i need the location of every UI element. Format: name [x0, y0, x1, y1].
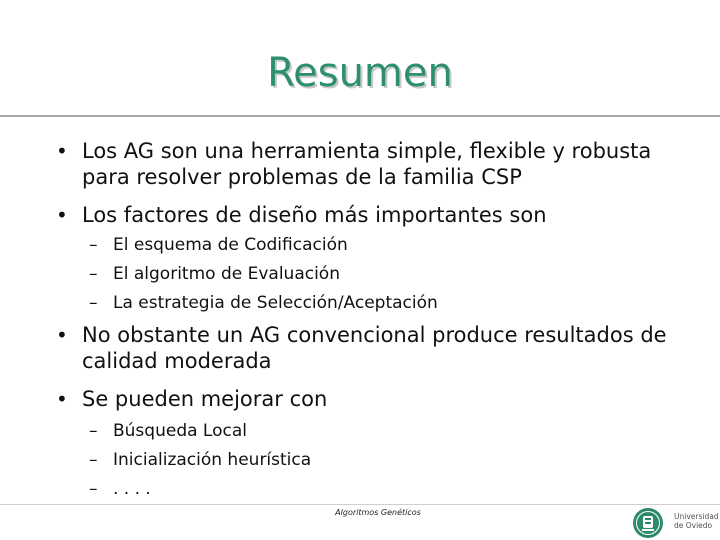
bullet-icon: •: [56, 203, 68, 227]
dash-icon: –: [89, 421, 98, 441]
bullet-text: Los factores de diseño más importantes son: [82, 203, 547, 227]
subbullet-item: [89, 420, 693, 442]
dash-icon: –: [89, 264, 98, 284]
subbullet-text: Inicialización heurística: [113, 450, 312, 470]
footer-text: Algoritmos Genéticos: [335, 508, 421, 517]
bullet-text: Se pueden mejorar con: [82, 387, 328, 411]
subbullet-item: [89, 292, 693, 314]
dash-icon: –: [89, 450, 98, 470]
university-seal-icon: [632, 507, 664, 539]
bullet-item: [56, 386, 702, 412]
bullet-item: [56, 322, 702, 374]
subbullet-item: [89, 263, 693, 285]
bullet-icon: •: [56, 387, 68, 411]
subbullet-text: El algoritmo de Evaluación: [113, 264, 340, 284]
dash-icon: –: [89, 293, 98, 313]
subbullet-item: [89, 234, 693, 256]
bullet-icon: •: [56, 139, 68, 163]
slide-title: Resumen: [267, 50, 453, 96]
logo-line: Universidad: [674, 512, 719, 521]
subbullet-text: El esquema de Codificación: [113, 235, 348, 255]
footer-divider: [0, 504, 720, 505]
bullet-item: [56, 138, 702, 190]
dash-icon: –: [89, 479, 98, 499]
subbullet-text: La estrategia de Selección/Aceptación: [113, 293, 438, 313]
bullet-icon: •: [56, 323, 68, 347]
bullet-text: Los AG son una herramienta simple, flexible y robusta para resolver problemas de la familia CSP: [82, 139, 652, 189]
bullet-item: [56, 202, 702, 228]
title-divider: [0, 115, 720, 117]
logo-line: de Oviedo: [674, 521, 713, 530]
dash-icon: –: [89, 235, 98, 255]
subbullet-item: [89, 478, 693, 500]
subbullet-item: [89, 449, 693, 471]
subbullet-text: . . . .: [113, 479, 151, 499]
bullet-text: No obstante un AG convencional produce resultados de calidad moderada: [82, 323, 667, 373]
university-logo-text: [674, 512, 720, 530]
subbullet-text: Búsqueda Local: [113, 421, 247, 441]
